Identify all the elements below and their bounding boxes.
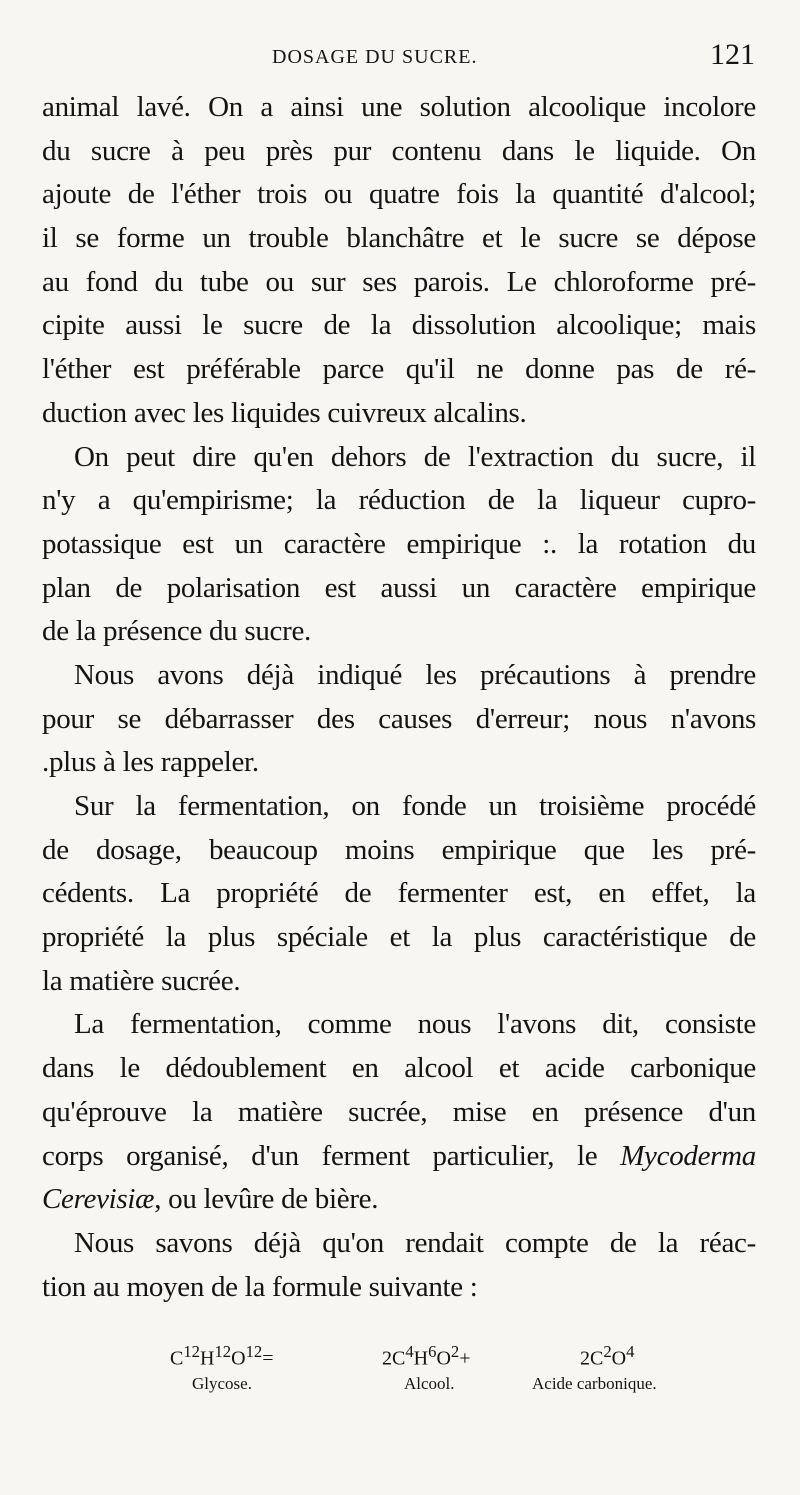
element-symbol: C bbox=[392, 1347, 406, 1370]
text-line: du sucre à peu près pur contenu dans le liquide. On bbox=[42, 134, 756, 167]
text-line: Sur la fermentation, on fonde un troisième procédé bbox=[74, 790, 756, 822]
text-line: de la présence du sucre. bbox=[42, 615, 311, 648]
formula-label-alcool: Alcool. bbox=[404, 1374, 455, 1393]
text-line: animal lavé. On a ainsi une solution alcoolique incolore bbox=[42, 91, 756, 123]
running-head bbox=[40, 38, 755, 78]
atom-count: 12 bbox=[214, 1342, 232, 1361]
atom-count: 2 bbox=[603, 1342, 612, 1361]
atom-count: 4 bbox=[405, 1342, 414, 1361]
atom-count: 2 bbox=[450, 1342, 460, 1361]
coefficient: 2 bbox=[580, 1347, 590, 1370]
formula-label-glycose: Glycose. bbox=[192, 1374, 252, 1393]
text-line bbox=[42, 1135, 756, 1179]
text-line: cédents. La propriété de fermenter est, en effet, la bbox=[42, 877, 756, 910]
chemical-formula bbox=[160, 1342, 720, 1402]
atom-count: 12 bbox=[183, 1342, 200, 1361]
plus-sign: + bbox=[459, 1347, 471, 1370]
running-title: DOSAGE DU SUCRE. bbox=[272, 46, 478, 68]
text-line: dans le dédoublement en alcool et acide carbonique bbox=[42, 1052, 756, 1085]
text-line: au fond du tube ou sur ses parois. Le chloroforme pré- bbox=[42, 265, 756, 298]
text-line: Nous savons déjà qu'on rendait compte de la réac- bbox=[74, 1226, 756, 1259]
text-line: cipite aussi le sucre de la dissolution alcoolique; mais bbox=[42, 309, 756, 342]
formula-acide bbox=[580, 1342, 634, 1371]
atom-count: 12 bbox=[245, 1342, 263, 1361]
equals-sign: = bbox=[262, 1347, 274, 1370]
formula-alcool bbox=[382, 1342, 471, 1371]
element-symbol: O bbox=[436, 1347, 451, 1370]
element-symbol: O bbox=[231, 1347, 246, 1370]
italic-term: Mycoderma bbox=[620, 1139, 756, 1172]
text-line: de dosage, beaucoup moins empirique que les pré- bbox=[42, 833, 756, 866]
page-number: 121 bbox=[710, 38, 755, 71]
text-line: propriété la plus spéciale et la plus caractéristique de bbox=[42, 921, 756, 954]
text-line: .plus à les rappeler. bbox=[42, 746, 259, 779]
formula-glycose bbox=[170, 1342, 274, 1371]
text-line bbox=[42, 1178, 756, 1222]
text-line: tion au moyen de la formule suivante : bbox=[42, 1270, 478, 1303]
text-line: n'y a qu'empirisme; la réduction de la liqueur cupro- bbox=[42, 484, 756, 517]
text-line: qu'éprouve la matière sucrée, mise en présence d'un bbox=[42, 1095, 756, 1128]
text-line: potassique est un caractère empirique :. la rotation du bbox=[42, 527, 756, 560]
element-symbol: H bbox=[413, 1347, 429, 1370]
formula-label-acide: Acide carbonique. bbox=[532, 1374, 657, 1393]
italic-term: Cerevisiæ bbox=[42, 1183, 155, 1216]
body-text bbox=[42, 86, 756, 1309]
text-line: l'éther est préférable parce qu'il ne donne pas de ré- bbox=[42, 353, 756, 386]
element-symbol: C bbox=[590, 1347, 604, 1370]
text-segment: corps organisé, d'un ferment particulier, le bbox=[42, 1139, 621, 1172]
text-line: La fermentation, comme nous l'avons dit, consiste bbox=[74, 1008, 756, 1041]
text-line: pour se débarrasser des causes d'erreur; nous n'avons bbox=[42, 702, 756, 735]
text-line: Nous avons déjà indiqué les précautions à prendre bbox=[74, 658, 756, 691]
text-segment: , ou levûre de bière. bbox=[154, 1183, 379, 1216]
atom-count: 6 bbox=[428, 1342, 437, 1361]
text-line: la matière sucrée. bbox=[42, 964, 241, 997]
element-symbol: O bbox=[611, 1347, 627, 1370]
text-line: il se forme un trouble blanchâtre et le sucre se dépose bbox=[42, 222, 756, 255]
text-line: duction avec les liquides cuivreux alcalins. bbox=[42, 396, 527, 429]
text-line: ajoute de l'éther trois ou quatre fois la quantité d'alcool; bbox=[42, 178, 756, 211]
coefficient: 2 bbox=[382, 1347, 392, 1370]
element-symbol: C bbox=[170, 1347, 184, 1370]
atom-count: 4 bbox=[626, 1342, 635, 1361]
element-symbol: H bbox=[200, 1347, 215, 1370]
text-line: On peut dire qu'en dehors de l'extraction du sucre, il bbox=[74, 440, 756, 473]
text-line: plan de polarisation est aussi un caractère empirique bbox=[42, 571, 756, 604]
